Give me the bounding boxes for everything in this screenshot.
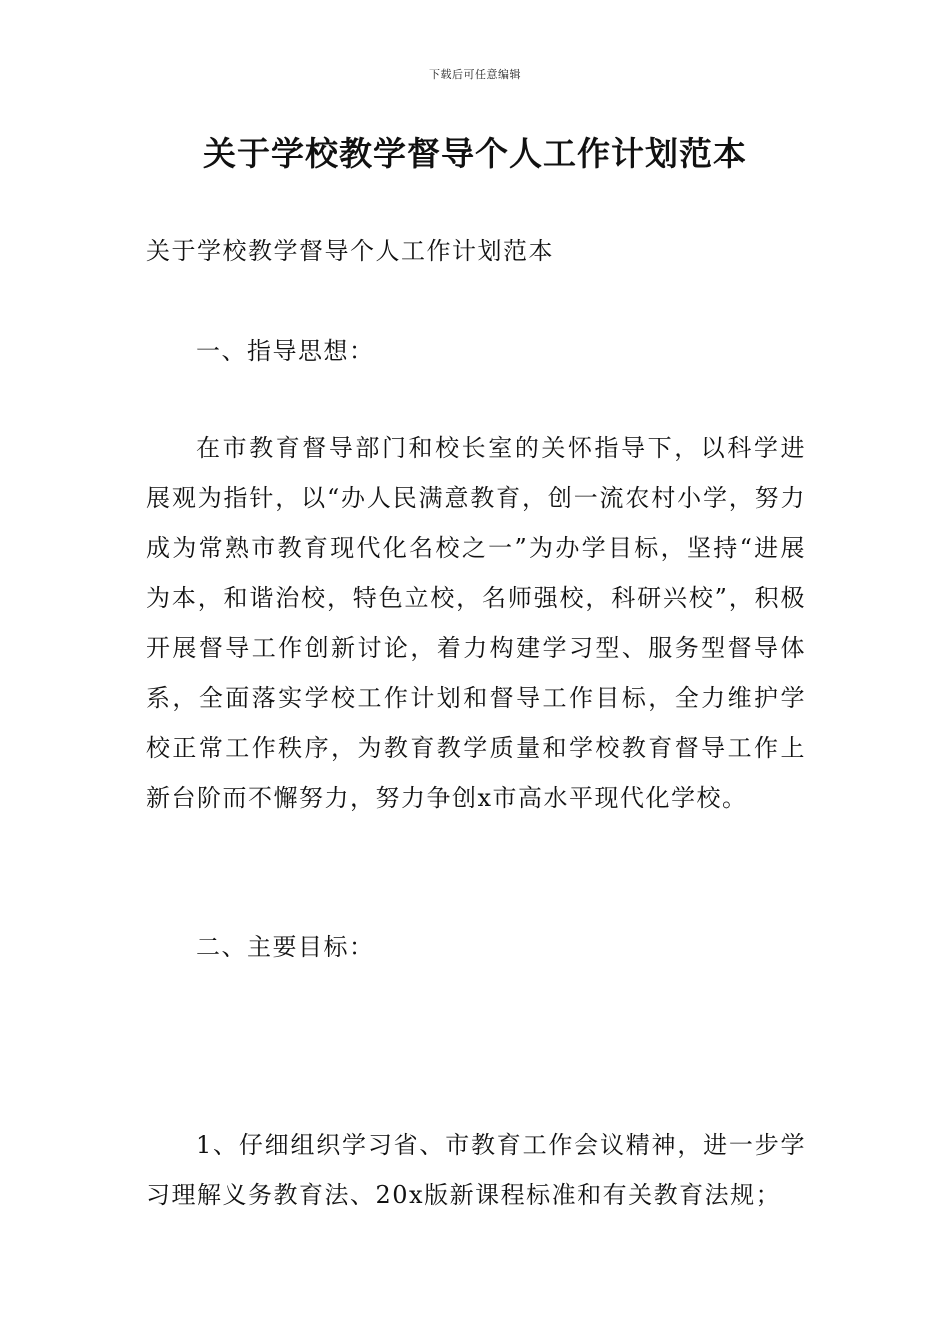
section-heading-guiding-ideology: 一、指导思想： [196, 337, 375, 365]
list-item-goal-1: 1、仔细组织学习省、市教育工作会议精神，进一步学习理解义务教育法、20x版新课程标准和有关教育法规； [146, 1131, 806, 1209]
section-paragraph-guiding-ideology: 在市教育督导部门和校长室的关怀指导下，以科学进展观为指针，以“办人民满意教育，创一流农村小学，努力成为常熟市教育现代化名校之一”为办学目标，坚持“进展为本，和谐治校，特色立校，名师强校，科研兴校”，积极开展督导工作创新讨论，着力构建学习型、服务型督导体系，全面落实学校工作计划和督导工作目标，全力维护学校正常工作秩序，为教育教学质量和学校教育督导工作上新台阶而不懈努力，努力争创x市高水平现代化学校。 [146, 434, 806, 812]
header-note: 下载后可任意编辑 [429, 68, 521, 81]
document-title: 关于学校教学督导个人工作计划范本 [203, 134, 747, 173]
document-subtitle: 关于学校教学督导个人工作计划范本 [146, 237, 554, 265]
section-heading-main-goals: 二、主要目标： [196, 933, 375, 961]
